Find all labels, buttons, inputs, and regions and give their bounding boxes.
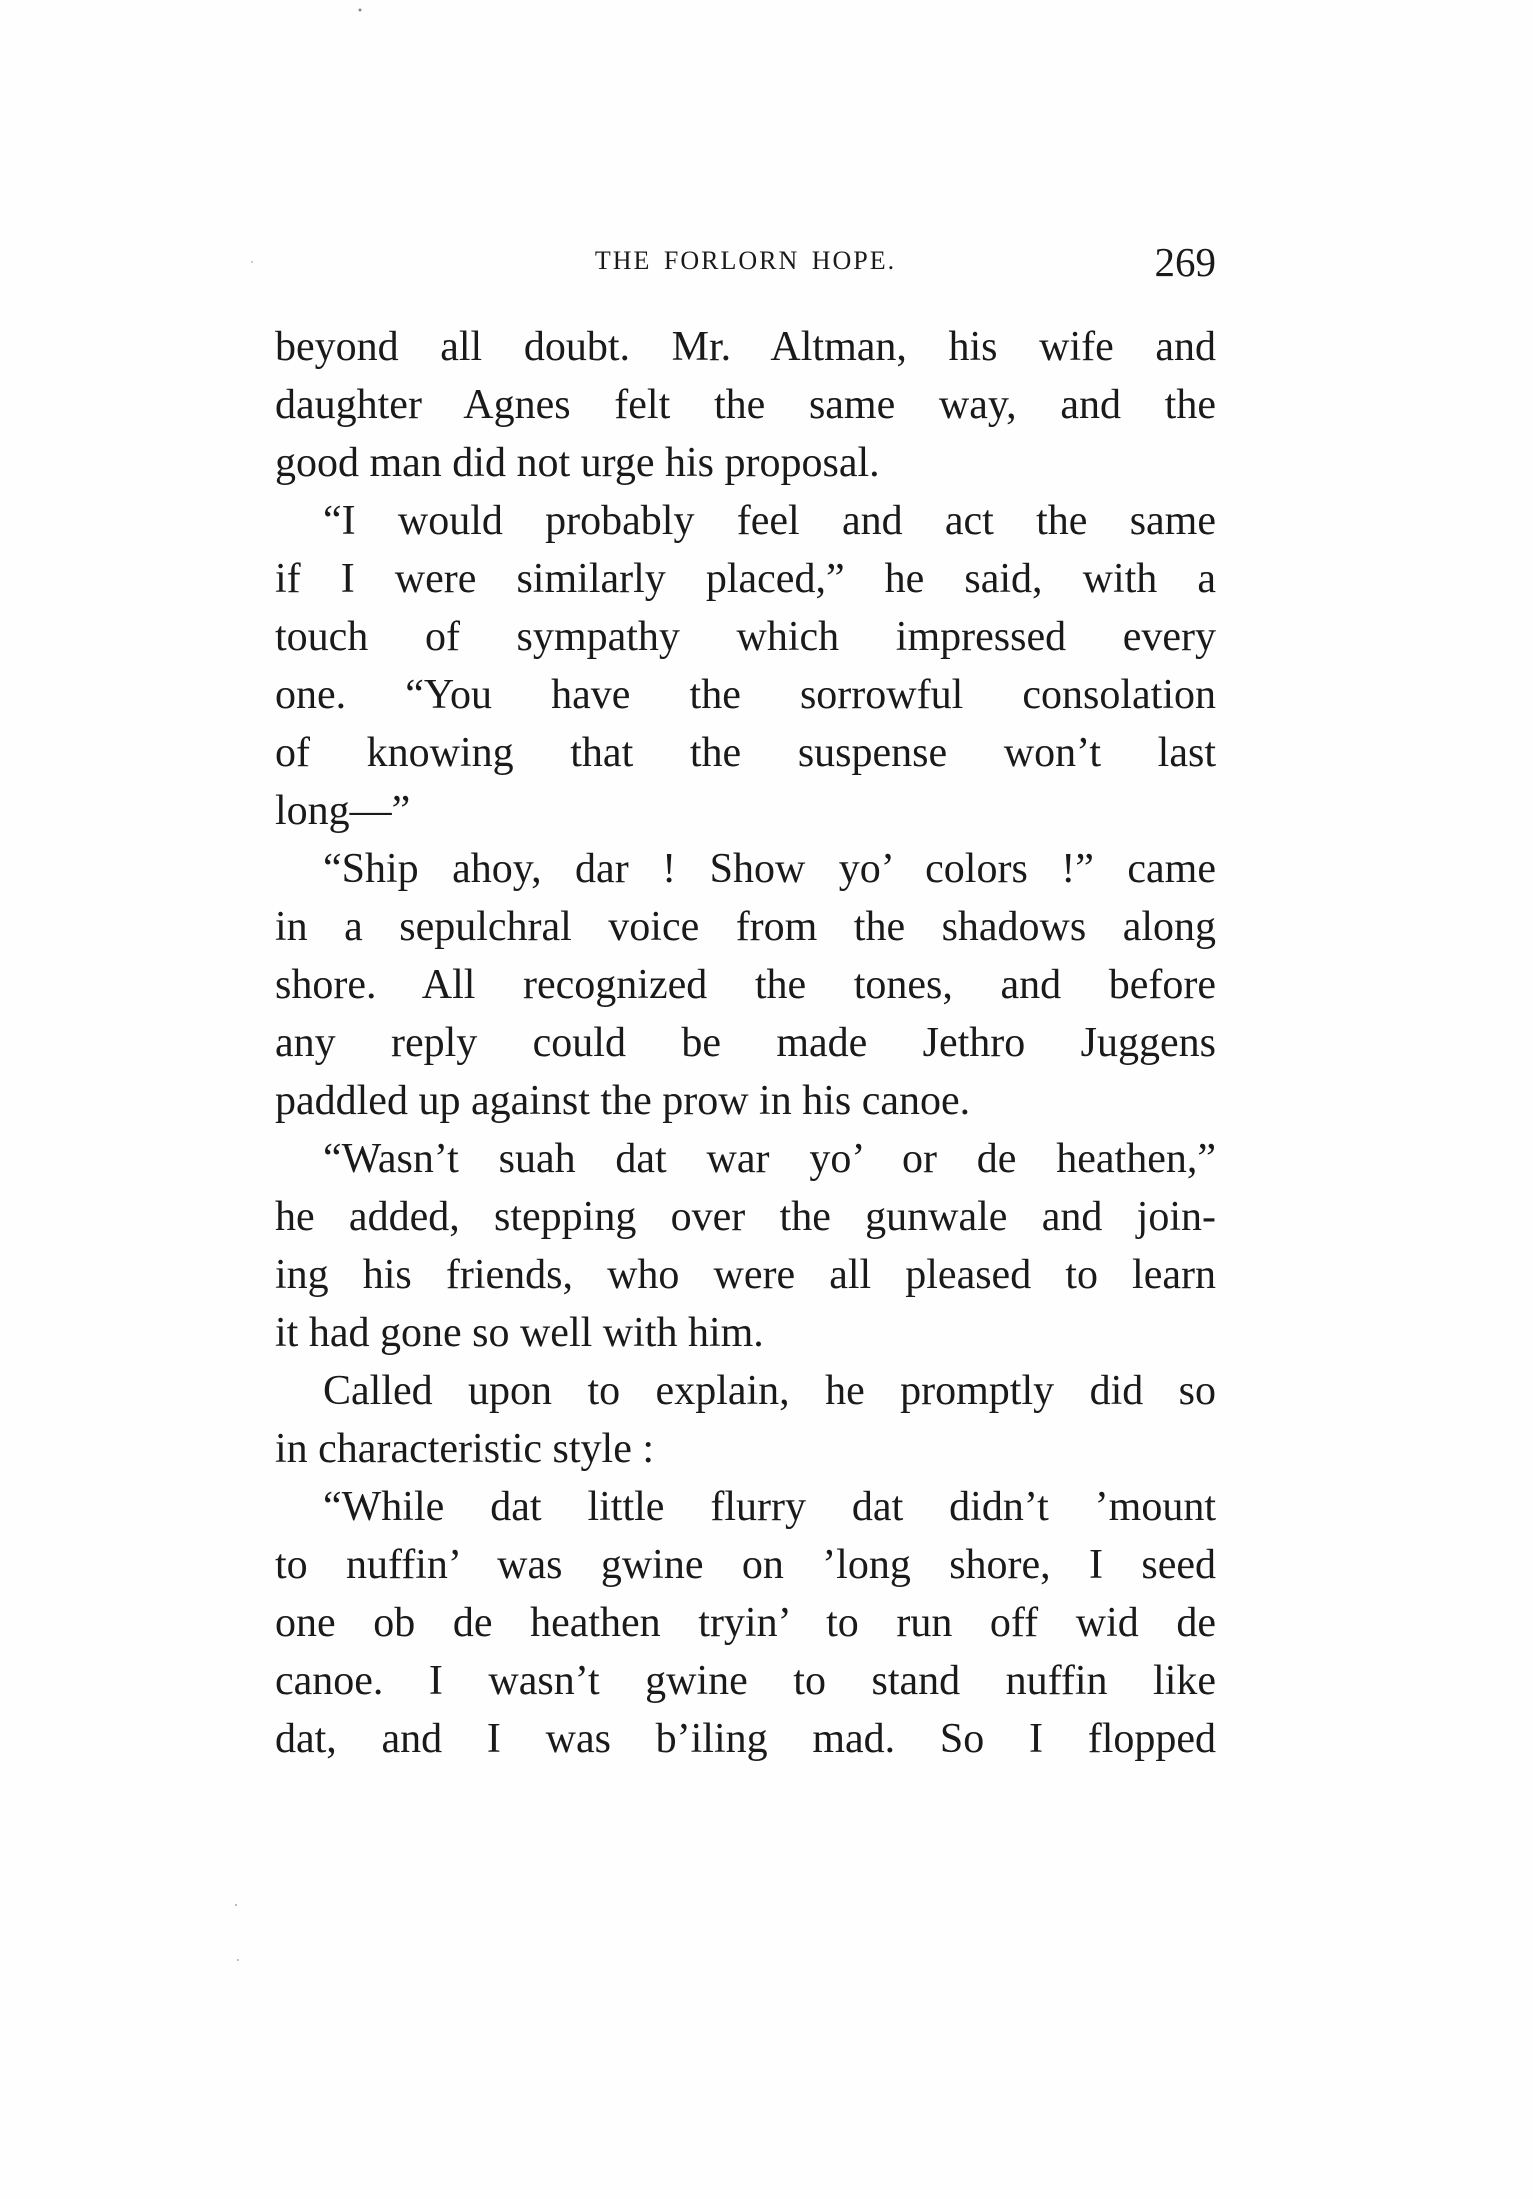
speck <box>237 1959 239 1961</box>
text-line: dat, and I was b’iling mad. So I flopped <box>275 1716 1216 1762</box>
running-title: THE FORLORN HOPE. <box>594 246 897 275</box>
text-line: it had gone so well with him. <box>275 1310 764 1356</box>
text-line: Called upon to explain, he promptly did so <box>323 1368 1216 1414</box>
page-number: 269 <box>1154 239 1216 285</box>
text-line: good man did not urge his proposal. <box>275 440 880 486</box>
text-line: any reply could be made Jethro Juggens <box>275 1020 1216 1066</box>
text-line: one ob de heathen tryin’ to run off wid de <box>275 1600 1216 1646</box>
text-line: “While dat little flurry dat didn’t ’mount <box>323 1484 1216 1530</box>
speck <box>251 261 253 263</box>
text-line: daughter Agnes felt the same way, and the <box>275 382 1216 428</box>
text-line: long—” <box>275 788 411 834</box>
text-line: “Wasn’t suah dat war yo’ or de heathen,” <box>323 1136 1216 1182</box>
text-line: in a sepulchral voice from the shadows along <box>275 904 1216 950</box>
text-line: of knowing that the suspense won’t last <box>275 730 1216 776</box>
page-header <box>275 238 1216 298</box>
text-line: he added, stepping over the gunwale and join- <box>275 1194 1216 1240</box>
text-line: canoe. I wasn’t gwine to stand nuffin like <box>275 1658 1216 1704</box>
text-line: shore. All recognized the tones, and before <box>275 962 1216 1008</box>
text-line: one. “You have the sorrowful consolation <box>275 672 1216 718</box>
text-line: in characteristic style : <box>275 1426 655 1472</box>
text-line: touch of sympathy which impressed every <box>275 614 1216 660</box>
speck <box>359 9 362 12</box>
text-line: paddled up against the prow in his canoe. <box>275 1078 971 1124</box>
text-line: “Ship ahoy, dar ! Show yo’ colors !” came <box>323 846 1216 892</box>
text-line: “I would probably feel and act the same <box>323 498 1216 544</box>
speck <box>235 1904 237 1906</box>
text-line: beyond all doubt. Mr. Altman, his wife and <box>275 324 1216 370</box>
body-text <box>275 318 1216 1768</box>
text-line: ing his friends, who were all pleased to learn <box>275 1252 1216 1298</box>
text-line: to nuffin’ was gwine on ’long shore, I seed <box>275 1542 1216 1588</box>
text-line: if I were similarly placed,” he said, with a <box>275 556 1216 602</box>
